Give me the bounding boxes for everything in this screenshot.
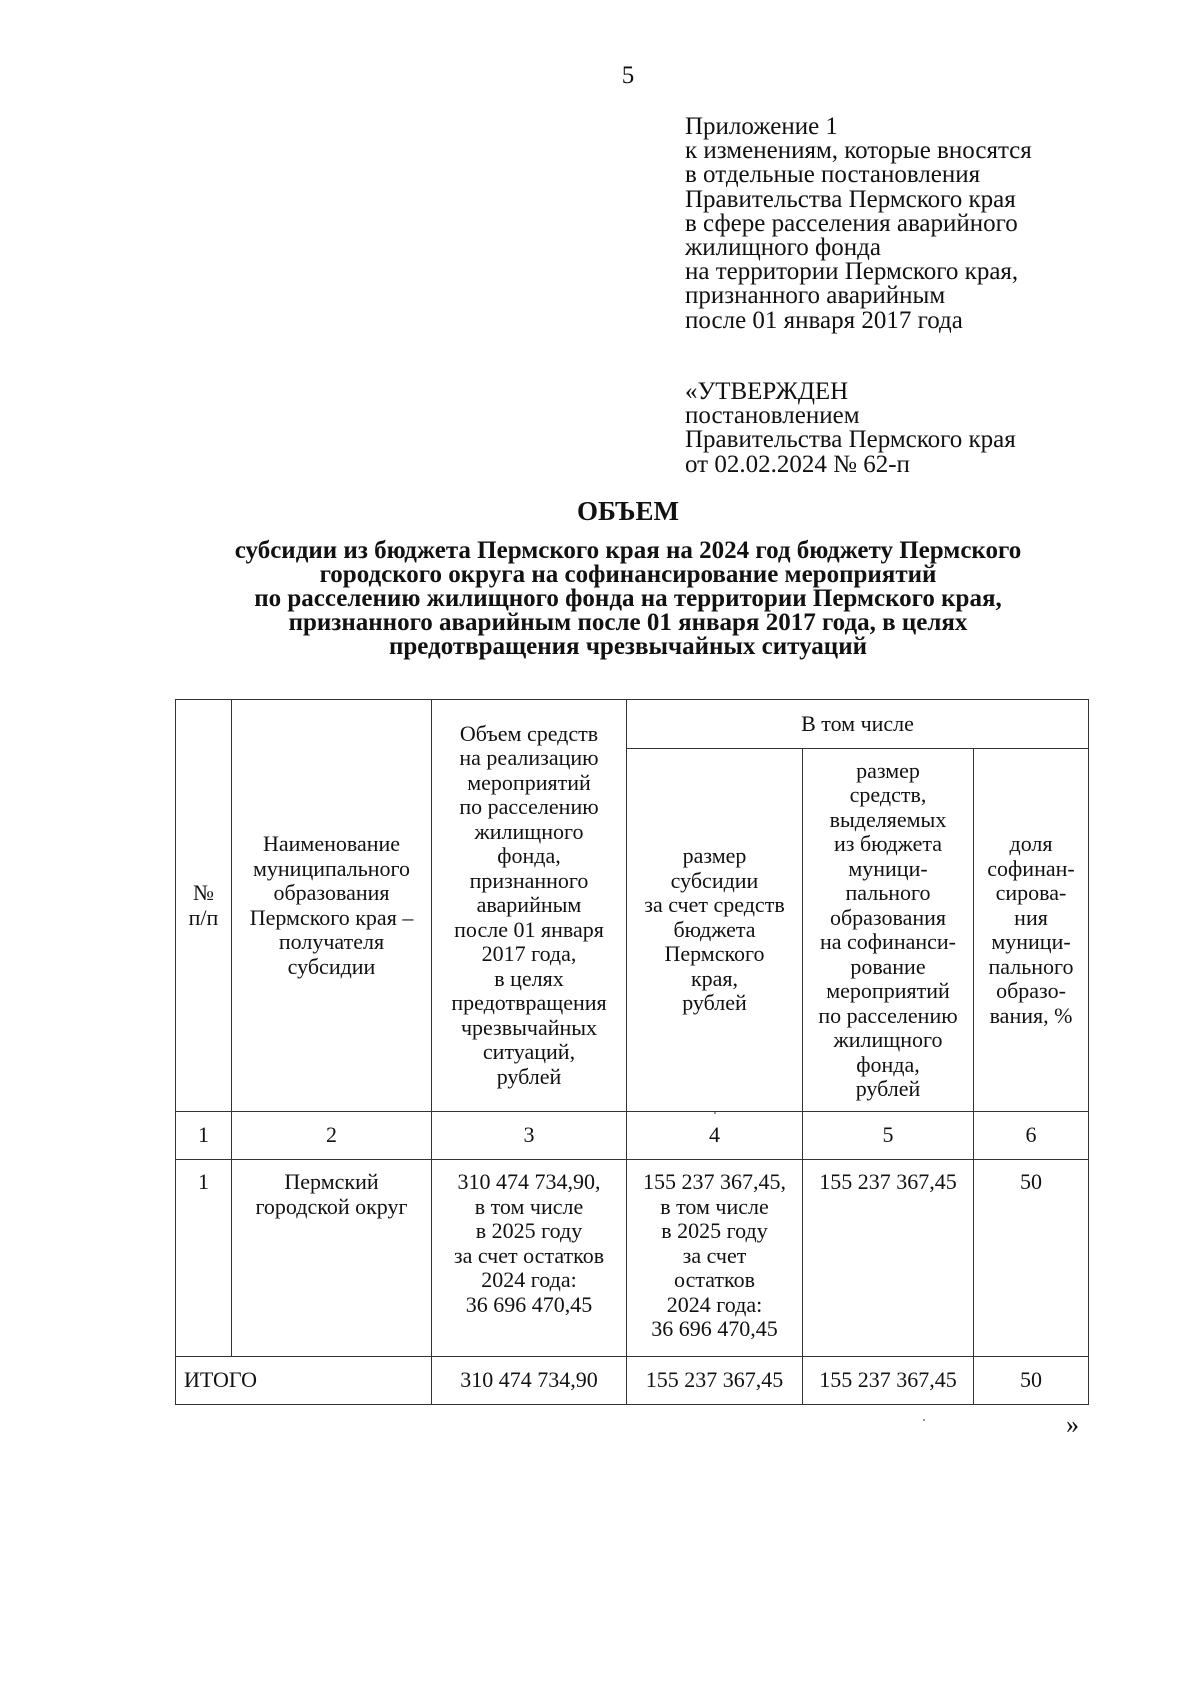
subtitle-line: предотвращения чрезвычайных ситуаций [388, 633, 868, 660]
total-municipal-funds: 155 237 367,45 [803, 1357, 974, 1405]
column-number: 5 [803, 1112, 974, 1160]
header-text: рублей [855, 1076, 921, 1101]
cell-text: 36 696 470,45 [465, 1291, 593, 1317]
document-title: ОБЪЕМ [577, 496, 679, 526]
approval-line: «УТВЕРЖДЕН [685, 378, 849, 405]
column-number: 1 [176, 1112, 232, 1160]
header-text: сирова- [995, 880, 1067, 905]
header-total-volume [432, 700, 627, 1112]
total-row [176, 1357, 1089, 1405]
cell-text: 2024 года: [481, 1267, 577, 1292]
header-text: на софинанси- [819, 929, 956, 954]
header-text: № [193, 880, 214, 905]
column-number: 4 [627, 1112, 803, 1160]
header-text: жилищного [833, 1027, 943, 1052]
header-text: признанного [469, 867, 589, 893]
header-row-group [176, 700, 1089, 749]
approval-block [685, 380, 1185, 477]
subsidy-table [175, 699, 1089, 1405]
column-number: 6 [974, 1112, 1089, 1160]
header-text: рублей [496, 1063, 562, 1089]
header-text: фонда, [497, 843, 561, 869]
header-text: ния [1014, 904, 1048, 930]
header-text: муници- [848, 855, 928, 881]
header-text: мероприятий [467, 769, 591, 795]
header-text: после 01 января [454, 916, 604, 942]
total-label: ИТОГО [176, 1357, 432, 1405]
header-text: аварийным [476, 892, 582, 918]
header-text: 2017 года, [481, 941, 577, 967]
approval-line: постановлением [685, 402, 860, 430]
appendix-line: на территории Пермского края, [685, 258, 1019, 286]
header-text: мероприятий [826, 978, 950, 1003]
appendix-line: признанного аварийным [685, 282, 946, 310]
row-subsidy [627, 1160, 803, 1357]
row-municipal-funds: 155 237 367,45 [803, 1160, 974, 1357]
cell-text: 155 237 367,45, [643, 1169, 786, 1194]
header-text: вания, % [989, 1002, 1073, 1028]
column-number-row [176, 1112, 1089, 1160]
header-text: края, [690, 965, 739, 991]
table-row [176, 1160, 1089, 1357]
cell-text: 2024 года: [666, 1291, 763, 1317]
cell-text: в том числе [660, 1193, 769, 1219]
header-text: чрезвычайных [460, 1014, 598, 1040]
header-text: субсидии [670, 867, 759, 893]
cell-text: городской округ [255, 1193, 408, 1219]
header-text: из бюджета [834, 831, 942, 856]
header-text: образования [829, 904, 947, 930]
header-text: субсидии [287, 953, 376, 979]
scan-speck [923, 1419, 925, 1421]
header-text: жилищного [474, 818, 584, 844]
header-number [176, 700, 232, 1112]
subtitle-line: признанного аварийным после 01 января 2017 года, в целях [288, 609, 968, 636]
header-text: муници- [991, 929, 1071, 954]
header-text: Пермского края – [249, 904, 414, 930]
scan-speck [714, 1112, 716, 1114]
header-text: выделяемых [829, 806, 947, 832]
row-number: 1 [176, 1160, 232, 1357]
header-share [974, 749, 1089, 1112]
header-text: фонда, [856, 1051, 920, 1077]
header-text: по расселению [818, 1002, 958, 1028]
row-total-volume [432, 1160, 627, 1357]
row-share: 50 [974, 1160, 1089, 1357]
header-text: средств, [849, 782, 927, 807]
header-text: по расселению [459, 794, 599, 820]
cell-text: остатков [674, 1267, 755, 1292]
cell-text: в 2025 году [661, 1218, 768, 1243]
header-text: образования [273, 880, 390, 905]
header-text: размер [856, 757, 920, 783]
appendix-line: жилищного фонда [685, 234, 881, 262]
approval-line: от 02.02.2024 № 62-п [685, 450, 910, 478]
appendix-block [685, 115, 1185, 333]
header-text: пального [988, 953, 1074, 979]
cell-text: Пермский [284, 1169, 379, 1194]
subtitle-line: субсидии из бюджета Пермского края на 2024 год бюджету Пермского [234, 537, 1022, 564]
header-text: рублей [682, 990, 747, 1016]
header-text: размер [682, 843, 747, 869]
appendix-line: к изменениям, которые вносятся [685, 137, 1032, 165]
header-text: бюджета [673, 916, 756, 942]
header-text: софинан- [987, 855, 1075, 881]
appendix-line: в сфере расселения аварийного [685, 209, 1018, 237]
appendix-line: в отдельные постановления [685, 161, 981, 189]
appendix-line: после 01 января 2017 года [685, 306, 963, 334]
total-volume: 310 474 734,90 [432, 1357, 627, 1405]
header-text: образо- [996, 978, 1066, 1003]
header-text: за счет средств [644, 892, 785, 918]
header-text: предотвращения [451, 990, 607, 1016]
header-municipality [232, 700, 432, 1112]
header-text: рование [850, 953, 926, 979]
header-text: получателя [278, 929, 385, 954]
header-text: муниципального [252, 855, 410, 881]
column-number: 3 [432, 1112, 627, 1160]
header-text: п/п [188, 904, 219, 930]
header-text: доля [1009, 831, 1053, 856]
cell-text: 310 474 734,90, [457, 1169, 601, 1194]
header-text: в целях [494, 965, 564, 991]
approval-line: Правительства Пермского края [685, 426, 1016, 454]
appendix-line: Приложение 1 [685, 113, 838, 140]
header-text: на реализацию [459, 745, 599, 771]
subtitle-line: по расселению жилищного фонда на территории Пермского края, [254, 585, 1002, 612]
header-group-including: В том числе [627, 700, 1089, 749]
header-subsidy [627, 749, 803, 1112]
total-subsidy: 155 237 367,45 [627, 1357, 803, 1405]
appendix-line: Правительства Пермского края [685, 185, 1016, 213]
cell-text: 36 696 470,45 [651, 1316, 778, 1341]
header-municipal-funds [803, 749, 974, 1112]
document-subtitle [150, 539, 1106, 659]
header-text: Объем средств [459, 720, 599, 746]
cell-text: за счет [682, 1242, 747, 1268]
header-text: пального [845, 880, 931, 905]
header-text: Наименование [262, 831, 401, 856]
page-number: 5 [621, 62, 635, 89]
header-text: ситуаций, [482, 1039, 576, 1065]
row-municipality-name [232, 1160, 432, 1357]
cell-text: в 2025 году [475, 1218, 583, 1243]
closing-quote: » [1066, 1410, 1079, 1439]
subtitle-line: городского округа на софинансирование мероприятий [319, 561, 937, 588]
header-text: Пермского [664, 941, 765, 967]
column-number: 2 [232, 1112, 432, 1160]
cell-text: за счет остатков [453, 1242, 605, 1268]
cell-text: в том числе [474, 1193, 584, 1219]
total-share: 50 [974, 1357, 1089, 1405]
